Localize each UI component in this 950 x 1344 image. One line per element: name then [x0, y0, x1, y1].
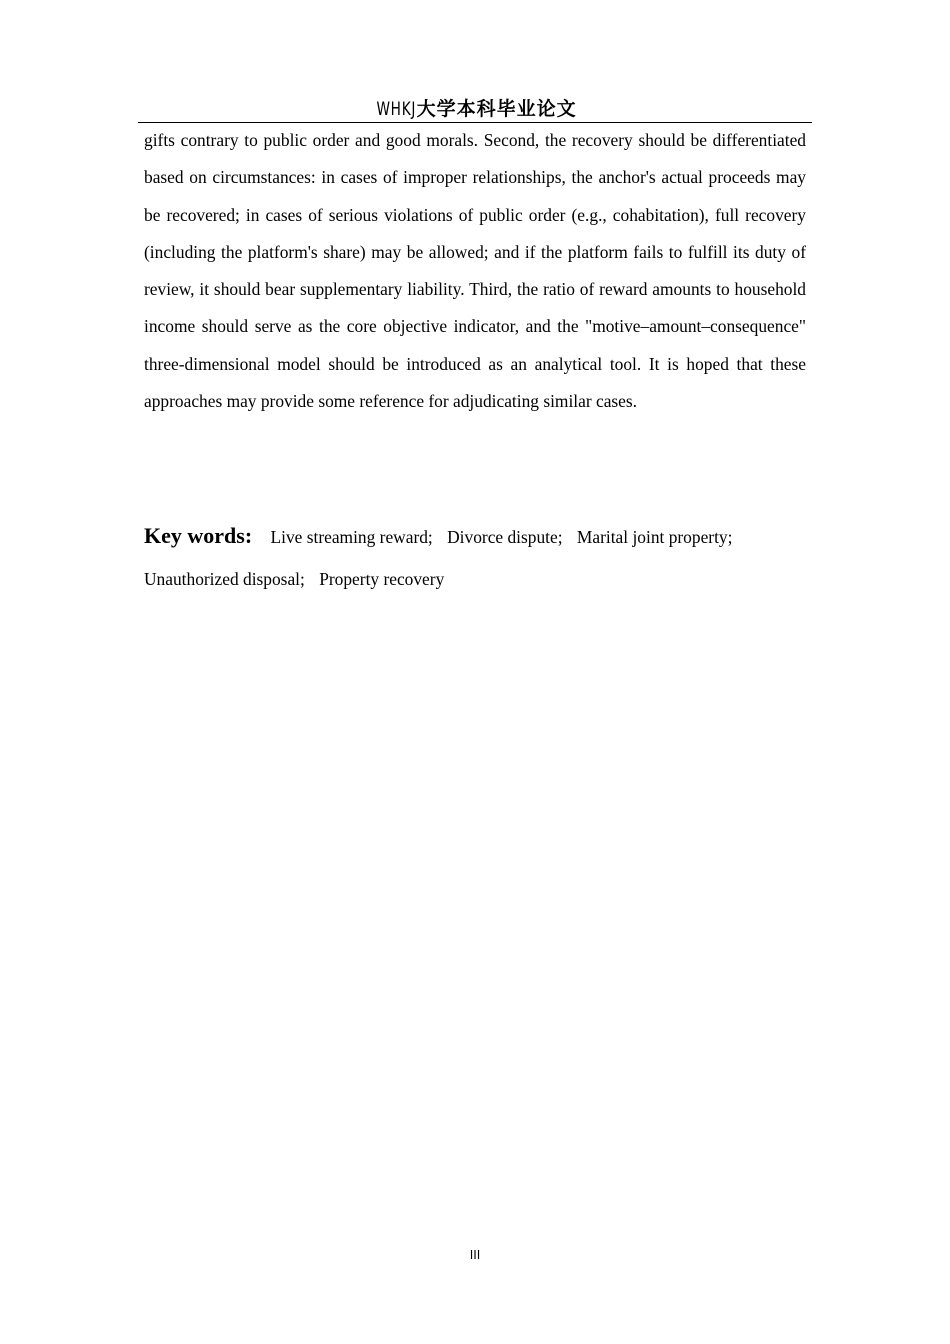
running-header [138, 98, 812, 123]
keyword-item: Live streaming reward; [270, 527, 433, 547]
keyword-item: Unauthorized disposal; [144, 569, 305, 589]
header-thesis-title: 大学本科毕业论文 [416, 98, 577, 120]
abstract-paragraph: gifts contrary to public order and good morals. Second, the recovery should be differentiated based on circumstances: in cases of improper relationships, the anchor's actual proceeds may be recovered; in cases of serious violations of public order (e.g., cohabitation), full recovery (including the platform's share) may be allowed; and if the platform fails to fulfill its duty of review, it should bear supplementary liability. Third, the ratio of reward amounts to household income should serve as the core objective indicator, and the "motive–amount–consequence" three-dimensional model should be introduced as an analytical tool. It is hoped that these approaches may provide some reference for adjudicating similar cases. [144, 130, 806, 412]
page-number: III [469, 1248, 481, 1262]
keyword-item: Divorce dispute; [447, 527, 563, 547]
keyword-item: Marital joint property; [576, 527, 733, 547]
keyword-item: Property recovery [319, 569, 445, 589]
keywords-label: Key words: [144, 523, 253, 548]
keywords-section [144, 515, 806, 600]
header-university-code: WHKJ [376, 98, 417, 120]
